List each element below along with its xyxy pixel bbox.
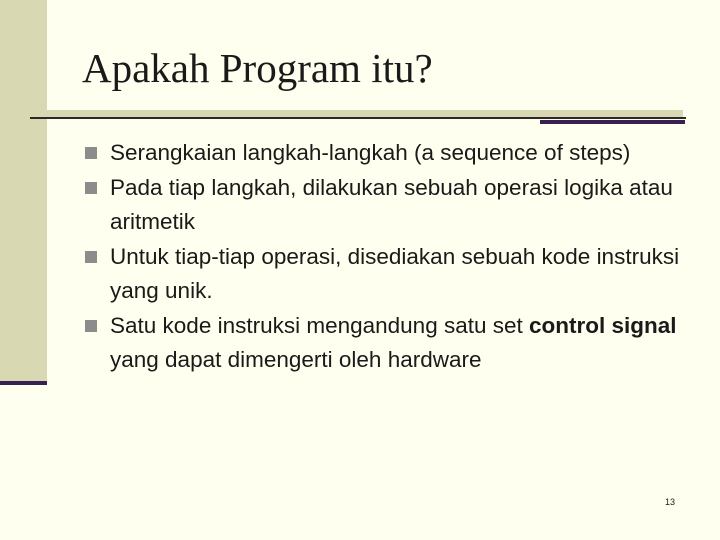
bullet-text-post: yang dapat dimengerti oleh hardware bbox=[110, 347, 482, 372]
bullet-text: Untuk tiap-tiap operasi, disediakan sebuah kode instruksi yang unik. bbox=[110, 243, 680, 303]
title-underline-accent bbox=[540, 120, 685, 124]
page-number: 13 bbox=[665, 497, 676, 507]
bullet-text-bold: control signal bbox=[529, 312, 677, 338]
bullet-item bbox=[85, 171, 685, 240]
title-underline bbox=[30, 117, 686, 119]
square-bullet-icon bbox=[85, 320, 97, 332]
bullet-list bbox=[85, 136, 685, 378]
left-decor-line bbox=[0, 381, 47, 385]
square-bullet-icon bbox=[85, 251, 97, 263]
bullet-item bbox=[85, 240, 685, 309]
bullet-text: Serangkaian langkah-langkah (a sequence of steps) bbox=[110, 140, 631, 165]
bullet-item bbox=[85, 309, 685, 378]
left-decor-band bbox=[0, 0, 47, 384]
slide-title: Apakah Program itu? bbox=[82, 45, 433, 91]
square-bullet-icon bbox=[85, 147, 97, 159]
bullet-text: Pada tiap langkah, dilakukan sebuah operasi logika atau aritmetik bbox=[110, 174, 673, 234]
bullet-text-pre: Satu kode instruksi mengandung satu set bbox=[110, 312, 523, 338]
square-bullet-icon bbox=[85, 182, 97, 194]
bullet-item bbox=[85, 136, 685, 171]
